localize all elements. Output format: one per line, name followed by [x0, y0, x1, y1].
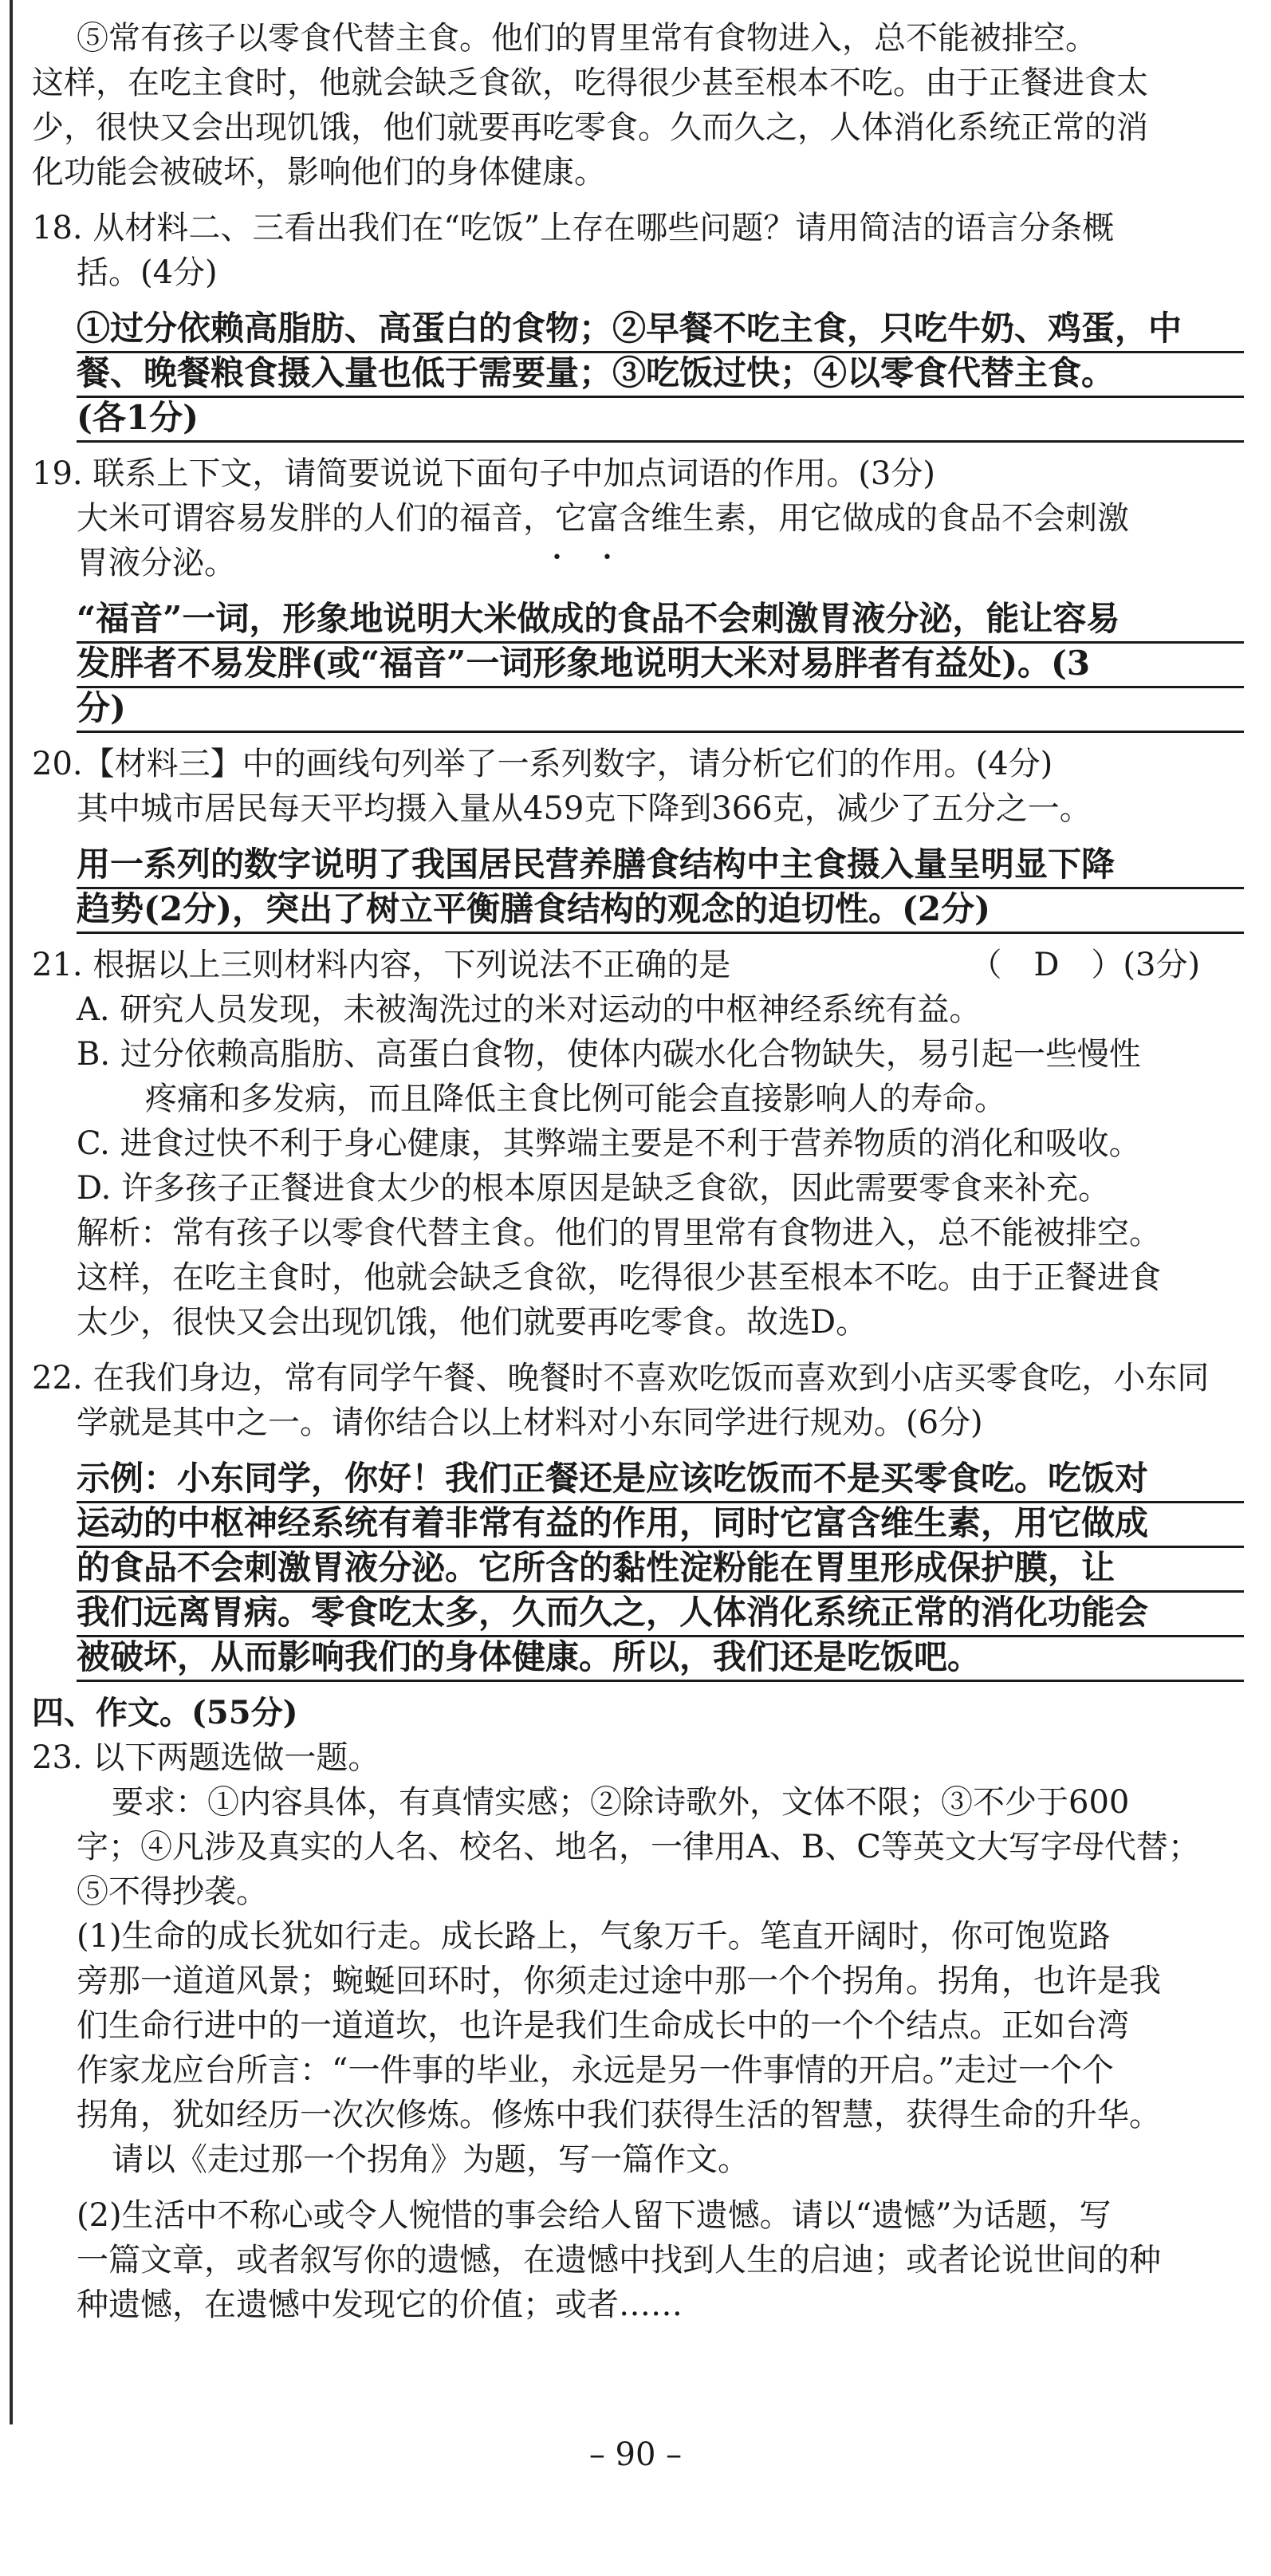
text-line: 运动的中枢神经系统有着非常有益的作用，同时它富含维生素，用它做成: [77, 1501, 1244, 1548]
text-line: 四、作文。(55分): [32, 1694, 298, 1731]
text-line: 疼痛和多发病，而且降低主食比例可能会直接影响人的寿命。: [145, 1081, 1006, 1117]
text-line: 趋势(2分)，突出了树立平衡膳食结构的观念的迫切性。(2分): [77, 887, 1244, 934]
text-line: ①过分依赖高脂肪、高蛋白的食物；②早餐不吃主食，只吃牛奶、鸡蛋，中: [77, 306, 1244, 353]
text-line: 被破坏，从而影响我们的身体健康。所以，我们还是吃饭吧。: [77, 1635, 1244, 1682]
text-line: 们生命行进中的一道道坎，也许是我们生命成长中的一个个结点。正如台湾: [77, 2007, 1129, 2044]
text-line: B. 过分依赖高脂肪、高蛋白食物，使体内碳水化合物缺失，易引起一些慢性: [77, 1036, 1141, 1073]
emphasis-dots: • •: [552, 548, 624, 568]
text-line: 少，很快又会出现饥饿，他们就要再吃零食。久而久之，人体消化系统正常的消: [32, 109, 1148, 146]
text-line: 字；④凡涉及真实的人名、校名、地名，一律用A、B、C等英文大写字母代替；: [77, 1829, 1200, 1865]
text-line: 其中城市居民每天平均摄入量从459克下降到366克，减少了五分之一。: [77, 790, 1092, 827]
text-line: 我们远离胃病。零食吃太多，久而久之，人体消化系统正常的消化功能会: [77, 1590, 1244, 1637]
text-line: 作家龙应台所言：“一件事的毕业，永远是另一件事情的开启。”走过一个个: [77, 2052, 1114, 2089]
text-line: “福音”一词，形象地说明大米做成的食品不会刺激胃液分泌，能让容易: [77, 597, 1244, 644]
text-line: 一篇文章，或者叙写你的遗憾，在遗憾中找到人生的启迪；或者论说世间的种: [77, 2242, 1161, 2279]
text-line: 23. 以下两题选做一题。: [32, 1739, 380, 1776]
text-line: 餐、晚餐粮食摄入量也低于需要量；③吃饭过快；④以零食代替主食。: [77, 351, 1244, 398]
text-line: 21. 根据以上三则材料内容，下列说法不正确的是 （ D ）(3分): [32, 947, 1201, 983]
text-line: 要求：①内容具体，有真情实感；②除诗歌外，文体不限；③不少于600: [112, 1784, 1130, 1821]
text-line: 的食品不会刺激胃液分泌。它所含的黏性淀粉能在胃里形成保护膜，让: [77, 1546, 1244, 1593]
text-line: (各1分): [77, 396, 1244, 443]
text-line: 用一系列的数字说明了我国居民营养膳食结构中主食摄入量呈明显下降: [77, 842, 1244, 889]
text-line: (1)生命的成长犹如行走。成长路上，气象万千。笔直开阔时，你可饱览路: [77, 1918, 1111, 1955]
text-line: C. 进食过快不利于身心健康，其弊端主要是不利于营养物质的消化和吸收。: [77, 1125, 1141, 1162]
text-line: (2)生活中不称心或令人惋惜的事会给人留下遗憾。请以“遗憾”为话题，写: [77, 2197, 1112, 2234]
text-line: ⑤不得抄袭。: [77, 1873, 268, 1910]
text-line: 解析：常有孩子以零食代替主食。他们的胃里常有食物进入，总不能被排空。: [77, 1215, 1161, 1251]
text-line: 这样，在吃主食时，他就会缺乏食欲，吃得很少甚至根本不吃。由于正餐进食: [77, 1259, 1161, 1296]
page-number: – 90 –: [588, 2436, 683, 2473]
text-line: 22. 在我们身边，常有同学午餐、晚餐时不喜欢吃饭而喜欢到小店买零食吃，小东同: [32, 1360, 1210, 1396]
text-line: 括。(4分): [77, 254, 218, 291]
text-line: 种遗憾，在遗憾中发现它的价值；或者……: [77, 2286, 683, 2323]
text-line: 拐角，犹如经历一次次修炼。修炼中我们获得生活的智慧，获得生命的升华。: [77, 2097, 1161, 2133]
text-line: 示例：小东同学，你好！我们正餐还是应该吃饭而不是买零食吃。吃饭对: [77, 1456, 1244, 1503]
text-line: D. 许多孩子正餐进食太少的根本原因是缺乏食欲，因此需要零食来补充。: [77, 1170, 1111, 1207]
text-line: 请以《走过那一个拐角》为题，写一篇作文。: [112, 2141, 750, 2178]
text-line: 19. 联系上下文，请简要说说下面句子中加点词语的作用。(3分): [32, 455, 935, 492]
text-line: 20.【材料三】中的画线句列举了一系列数字，请分析它们的作用。(4分): [32, 746, 1053, 782]
text-line: 发胖者不易发胖(或“福音”一词形象地说明大米对易胖者有益处)。(3: [77, 641, 1244, 688]
text-line: 这样，在吃主食时，他就会缺乏食欲，吃得很少甚至根本不吃。由于正餐进食太: [32, 65, 1148, 101]
text-line: 化功能会被破坏，影响他们的身体健康。: [32, 154, 606, 191]
text-line: 18. 从材料二、三看出我们在“吃饭”上存在哪些问题？请用简洁的语言分条概: [32, 210, 1115, 246]
text-line: 太少，很快又会出现饥饿，他们就要再吃零食。故选D。: [77, 1304, 868, 1341]
text-line: 胃液分泌。: [77, 545, 236, 581]
text-line: ⑤常有孩子以零食代替主食。他们的胃里常有食物进入，总不能被排空。: [77, 20, 1097, 57]
text-line: 旁那一道道风景；蜿蜒回环时，你须走过途中那一个个拐角。拐角，也许是我: [77, 1963, 1161, 1999]
text-line: A. 研究人员发现，未被淘洗过的米对运动的中枢神经系统有益。: [77, 991, 982, 1028]
text-line: 分): [77, 686, 1244, 733]
left-margin-rule: [10, 0, 13, 2424]
text-line: 学就是其中之一。请你结合以上材料对小东同学进行规劝。(6分): [77, 1404, 983, 1441]
text-line: 大米可谓容易发胖的人们的福音，它富含维生素，用它做成的食品不会刺激 • •: [77, 496, 1244, 541]
